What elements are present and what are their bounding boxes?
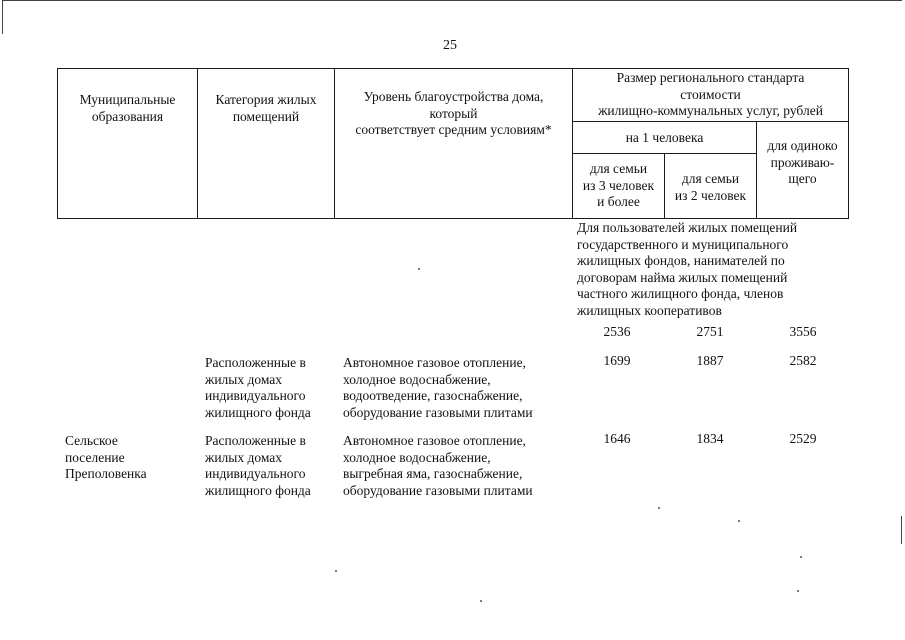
- scan-speck: [797, 590, 799, 592]
- value-family-3: 1646: [603, 431, 631, 446]
- scan-edge-right: [901, 516, 902, 544]
- header-amenity-level: Уровень благоустройства дома, который соответствует средним условиям*: [355, 89, 552, 137]
- scan-edge-top: [2, 0, 902, 1]
- scan-edge-left: [2, 0, 3, 34]
- scan-speck: [800, 556, 802, 558]
- scan-speck: [335, 570, 337, 572]
- header-single: для одиноко проживаю- щего: [767, 138, 838, 186]
- header-municipality: Муниципальные образования: [79, 92, 176, 124]
- scan-speck: [658, 507, 660, 509]
- header-category: Категория жилых помещений: [215, 92, 317, 124]
- header-family-2: для семьи из 2 человек: [674, 171, 747, 203]
- row-category: Расположенные в жилых домах индивидуального жилищного фонда: [205, 355, 311, 420]
- value-single: 3556: [789, 324, 817, 339]
- tenant-note: Для пользователей жилых помещений государственного и муниципального жилищных фондов, нанимателей по договорам найма жилых помещений частного жилищного фонда, членов жилищных кооперативов: [577, 220, 798, 318]
- header-family-3: для семьи из 3 человек и более: [582, 161, 655, 209]
- row-amenities: Автономное газовое отопление, холодное водоснабжение, выгребная яма, газоснабжение, оборудование газовыми плитами: [343, 433, 533, 498]
- header-per-person: на 1 человека: [625, 130, 704, 145]
- row-category: Расположенные в жилых домах индивидуального жилищного фонда: [205, 433, 311, 498]
- value-family-3: 1699: [603, 353, 631, 368]
- scan-speck: [738, 520, 740, 522]
- value-family-3: 2536: [603, 324, 631, 339]
- row-amenities: Автономное газовое отопление, холодное водоснабжение, водоотведение, газоснабжение, оборудование газовыми плитами: [343, 355, 533, 420]
- value-family-2: 2751: [696, 324, 724, 339]
- scan-speck: [418, 268, 420, 270]
- page-number: 25: [443, 38, 457, 53]
- header-standard-size: Размер регионального стандарта стоимости жилищно-коммунальных услуг, рублей: [598, 70, 823, 118]
- value-family-2: 1887: [696, 353, 724, 368]
- row-municipality: Сельское поселение Преполовенка: [65, 433, 147, 481]
- value-single: 2582: [789, 353, 817, 368]
- value-family-2: 1834: [696, 431, 724, 446]
- value-single: 2529: [789, 431, 817, 446]
- scan-speck: [480, 600, 482, 602]
